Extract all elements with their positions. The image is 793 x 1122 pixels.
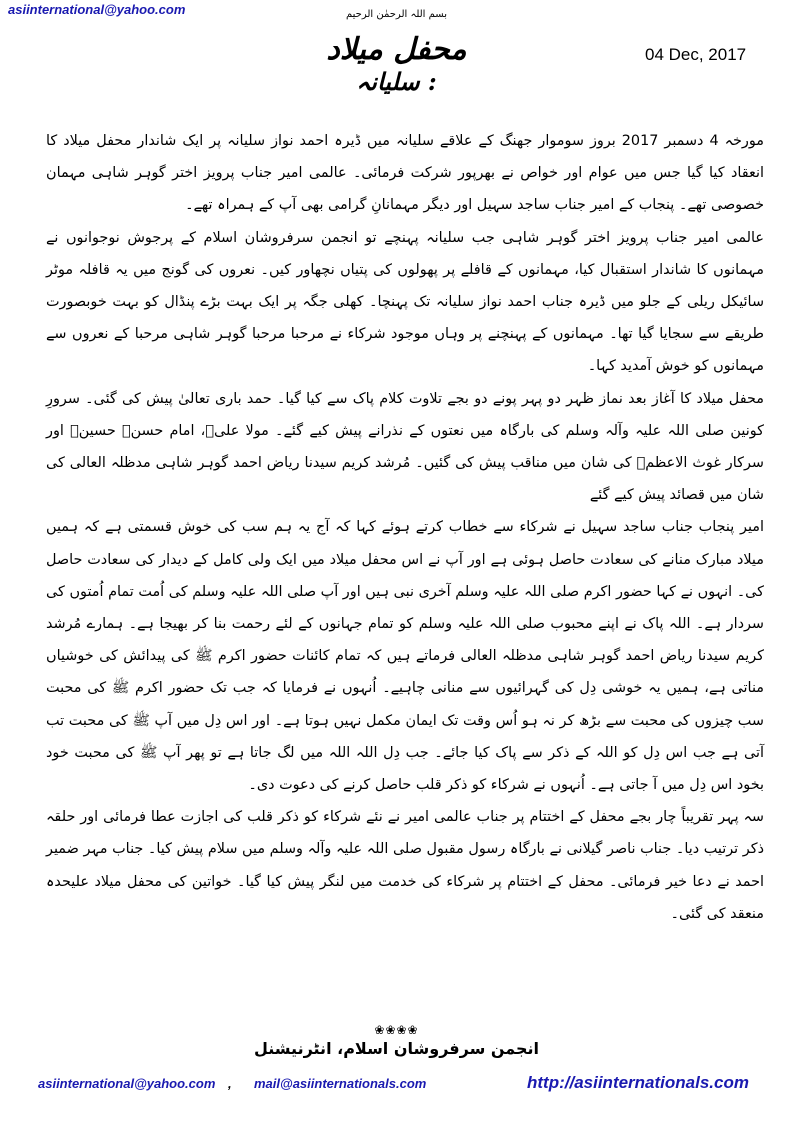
bismillah: بسم اللہ الرحمٰن الرحیم <box>345 9 447 20</box>
header-email-link[interactable]: asiinternational@yahoo.com <box>8 2 186 17</box>
paragraph-5: سہ پہر تقریباً چار بجے محفل کے اختتام پر جناب عالمی امیر نے نئے شرکاء کو ذکر قلب کی اجازت عطا فرمائی اور حلقہ ذکر ترتیب دیا۔ جناب ناصر گیلانی نے بارگاہ رسول مقبول صلی اللہ علیہ وآلہ وسلم میں سلام پیش کیا۔ جناب مہر ضمیر احمد نے دعا خیر فرمائی۔ محفل کے اختتام پر شرکاء کی خدمت میں لنگر پیش کیا گیا۔ خواتین کی محفل میلاد علیحدہ منعقد کی گئی۔ <box>46 809 764 922</box>
paragraph-1: مورخہ 4 دسمبر 2017 بروز سوموار جھنگ کے علاقے سلیانہ میں ڈیرہ احمد نواز سلیانہ پر ایک شاندار محفل میلاد کا انعقاد کیا گیا جس میں عوام اور خواص نے بھرپور شرکت فرمائی۔ عالمی امیر جناب پرویز اختر گوہر شاہی مہمان خصوصی تھے۔ پنجاب کے امیر جناب ساجد سہیل اور دیگر مہمانانِ گرامی بھی آپ کے ہمراہ تھے۔ <box>46 133 764 214</box>
organization-name: انجمن سرفروشان اسلام، انٹرنیشنل <box>253 1039 540 1058</box>
paragraph-3: محفل میلاد کا آغاز بعد نماز ظہر دو پہر پونے دو بجے تلاوت کلام پاک سے کیا گیا۔ حمد باری تعالیٰ پیش کی گئی۔ سرورِ کونین صلی اللہ علیہ وآلہ وسلم کی بارگاہ میں نعتوں کے نذرانے پیش کیے گئے۔ مولا علیؑ، امام حسنؑ حسینؑ اور سرکار غوث الاعظمؒ کی شان میں مناقب پیش کی گئیں۔ مُرشد کریم سیدنا ریاض احمد گوہر شاہی مدظلہ العالی کی شان میں قصائد پیش کیے گئے <box>46 390 764 504</box>
article-body <box>46 125 764 930</box>
page-subtitle: : سلیانہ <box>356 67 437 96</box>
paragraph-4: امیر پنجاب جناب ساجد سہیل نے شرکاء سے خطاب کرتے ہوئے کہا کہ آج یہ ہم سب کی خوش قسمتی ہے کہ ہمیں میلاد مبارک منانے کی سعادت حاصل ہوئی ہے اور آپ نے اس محفل میلاد میں ایک ولی کامل کے دیدار کی سعادت حاصل کی۔ انہوں نے کہا حضور اکرم صلی اللہ علیہ وسلم آخری نبی ہیں اور آپ صلی اللہ علیہ وسلم کی اُمت تمام اُمتوں کی سردار ہے۔ اللہ پاک نے اپنے محبوب صلی اللہ علیہ وسلم کو تمام جہانوں کے لئے رحمت بنا کر بھیجا ہے۔ ہمارے مُرشد کریم سیدنا ریاض احمد گوہر شاہی مدظلہ العالی فرماتے ہیں کہ تمام کائنات حضور اکرم ﷺ کی پیدائش کی خوشیاں مناتی ہے، ہمیں یہ خوشی دِل کی گہرائیوں سے منانی چاہیے۔ اُنہوں نے فرمایا کہ جب تک حضور اکرم ﷺ کی محبت سب چیزوں کی محبت سے بڑھ کر نہ ہو اُس وقت تک ایمان مکمل نہیں ہوتا ہے۔ اور اس دِل میں آپ ﷺ کی محبت تب آتی ہے جب اس دِل کو اللہ کے ذکر سے پاک کیا جائے۔ جب دِل اللہ اللہ میں لگ جاتا ہے تو پھر آپ ﷺ کی محبت خود بخود اس دِل میں آ جاتی ہے۔ اُنہوں نے شرکاء کو ذکر قلب حاصل کرنے کی دعوت دی۔ <box>46 519 764 794</box>
footer-separator: , <box>228 1076 232 1091</box>
flower-ornament: ❀❀❀❀ <box>374 1023 419 1037</box>
paragraph-2: عالمی امیر جناب پرویز اختر گوہر شاہی جب سلیانہ پہنچے تو انجمن سرفروشان اسلام کے پرجوش نوجوانوں نے مہمانوں کا شاندار استقبال کیا، مہمانوں کے قافلے پر پھولوں کی پتیاں نچھاور کیں۔ نعروں کی گونج میں یہ قافلہ موٹر سائیکل ریلی کے جلو میں ڈیرہ جناب احمد نواز سلیانہ تک پہنچا۔ کھلی جگہ پر ایک بہت بڑے پنڈال کو بہت خوبصورت طریقے سے سجایا گیا تھا۔ مہمانوں کے پہنچنے پر وہاں موجود شرکاء نے مرحبا مرحبا گوہر شاہی مرحبا کے نعروں سے مہمانوں کو خوش آمدید کہا۔ <box>46 229 764 375</box>
footer-mail-link[interactable]: mail@asiinternationals.com <box>254 1076 427 1091</box>
page-title: محفل میلاد <box>326 32 467 67</box>
footer-email-link[interactable]: asiinternational@yahoo.com <box>38 1076 216 1091</box>
date: 04 Dec, 2017 <box>645 45 747 64</box>
footer-website-link[interactable]: http://asiinternationals.com <box>527 1073 749 1092</box>
